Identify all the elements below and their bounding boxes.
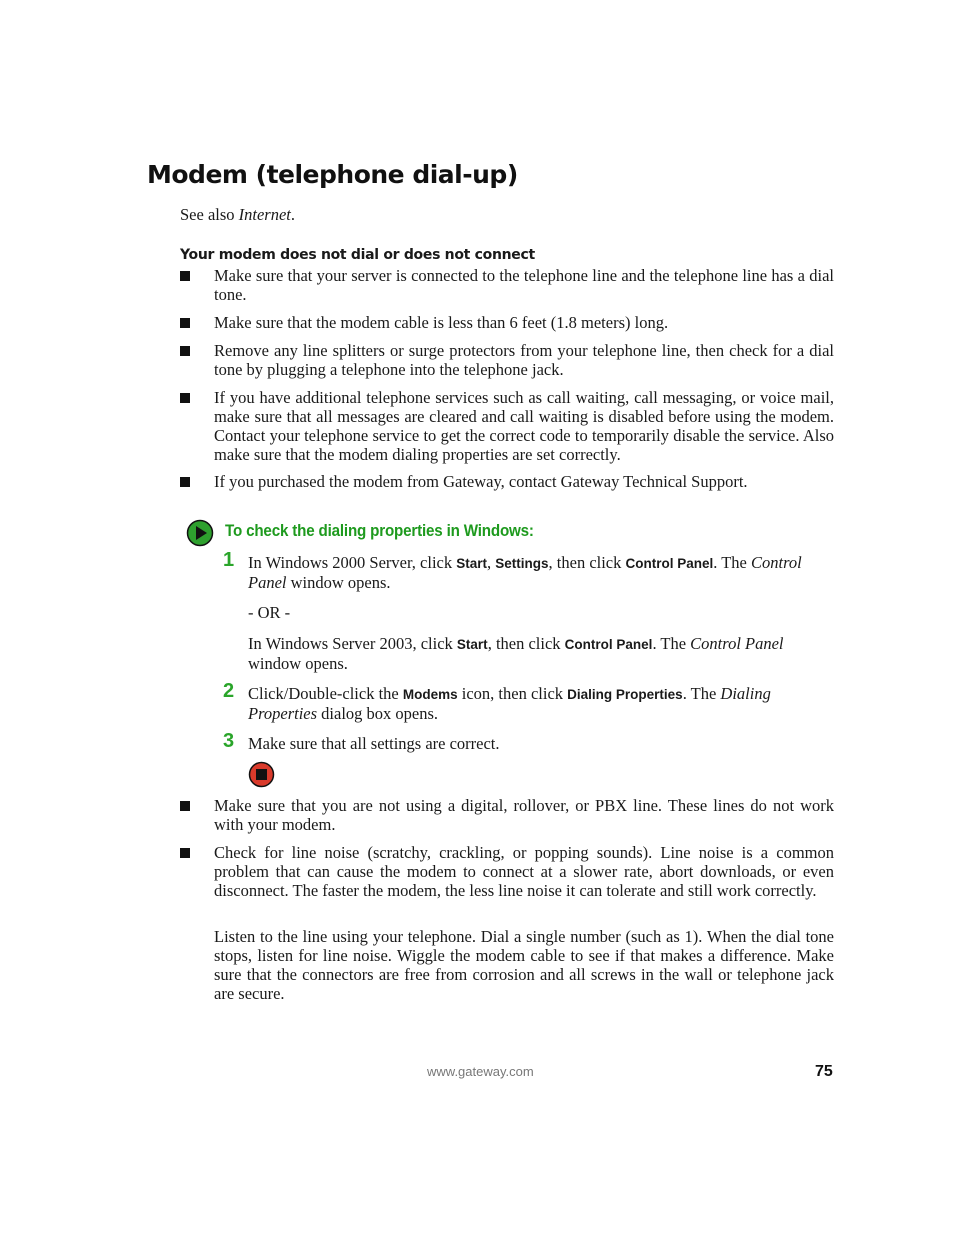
see-also-prefix: See also xyxy=(180,205,239,224)
step-text: , then click xyxy=(487,634,565,653)
step-text: window opens. xyxy=(286,573,391,592)
step-text: dialog box opens. xyxy=(317,704,439,723)
bullet-marker xyxy=(180,801,190,811)
ui-term-modems: Modems xyxy=(402,687,458,702)
step-text: , then click xyxy=(548,553,626,572)
bullet-marker xyxy=(180,318,190,328)
bullet-item: If you purchased the modem from Gateway, contact Gateway Technical Support. xyxy=(214,472,748,491)
see-also xyxy=(180,205,295,224)
or-separator: - OR - xyxy=(248,603,291,622)
step-number: 3 xyxy=(223,730,235,752)
step-text: . The xyxy=(652,634,691,653)
play-icon xyxy=(186,519,214,547)
bullet-item: Make sure that you are not using a digital, rollover, or PBX line. These lines do not work with your modem. xyxy=(214,796,834,834)
ui-term-start: Start xyxy=(456,556,488,571)
step-1-text xyxy=(248,553,834,592)
step-2-text xyxy=(248,684,834,723)
stop-icon xyxy=(248,761,275,788)
bullet-marker xyxy=(180,271,190,281)
step-text: Click/Double-click the xyxy=(248,684,403,703)
ui-term-control-panel: Control Panel xyxy=(625,556,714,571)
line-noise-paragraph: Listen to the line using your telephone. Dial a single number (such as 1). When the dial tone stops, listen for line noise. Wiggle the modem cable to see if that makes a difference. Make sure that the connectors are free from corrosion and all screws in the wall or telephone jack are secure. xyxy=(214,927,834,1003)
step-text: . The xyxy=(682,684,721,703)
page-number: 75 xyxy=(815,1063,833,1080)
bullet-item: Check for line noise (scratchy, crackling, or popping sounds). Line noise is a common problem that can cause the modem to connect at a slower rate, abort downloads, or even disconnect. The faster the modem, the less line noise it can tolerate and still work correctly. xyxy=(214,843,834,900)
step-1-alt-text xyxy=(248,634,834,673)
see-also-link[interactable]: Internet xyxy=(238,205,291,224)
ui-term-control-panel: Control Panel xyxy=(564,637,653,652)
step-text: window opens. xyxy=(248,654,348,673)
bullet-marker xyxy=(180,393,190,403)
step-number: 2 xyxy=(223,680,235,702)
bullet-item: Make sure that your server is connected to the telephone line and the telephone line has a dial tone. xyxy=(214,266,834,304)
bullet-marker xyxy=(180,346,190,356)
step-number: 1 xyxy=(223,549,235,571)
see-also-suffix: . xyxy=(290,205,296,224)
step-text: icon, then click xyxy=(457,684,568,703)
bullet-item: Remove any line splitters or surge protectors from your telephone line, then check for a dial tone by plugging a telephone into the telephone jack. xyxy=(214,341,834,379)
ui-term-dialing-properties: Dialing Properties xyxy=(567,687,683,702)
step-3-text: Make sure that all settings are correct. xyxy=(248,734,500,753)
ui-term-settings: Settings xyxy=(495,556,549,571)
procedure-title: To check the dialing properties in Windows: xyxy=(225,522,534,540)
window-name: Control Panel xyxy=(690,634,784,653)
step-text: , xyxy=(487,553,496,572)
bullet-marker xyxy=(180,848,190,858)
footer-url[interactable]: www.gateway.com xyxy=(427,1064,534,1079)
section-subheading: Your modem does not dial or does not connect xyxy=(180,247,535,263)
ui-term-start: Start xyxy=(456,637,488,652)
bullet-item: Make sure that the modem cable is less than 6 feet (1.8 meters) long. xyxy=(214,313,669,332)
step-text: In Windows Server 2003, click xyxy=(248,634,457,653)
page-title: Modem (telephone dial-up) xyxy=(147,160,518,189)
dialog-name: Dialing Properties xyxy=(248,684,771,723)
bullet-item: If you have additional telephone services such as call waiting, call messaging, or voice mail, make sure that all messages are cleared and call waiting is disabled before using the modem. Contact your telephone service to get the correct code to temporarily disable the service. Also make sure that the modem dialing properties are set correctly. xyxy=(214,388,834,464)
window-name: Control Panel xyxy=(248,553,802,592)
step-text: In Windows 2000 Server, click xyxy=(248,553,457,572)
bullet-marker xyxy=(180,477,190,487)
step-text: . The xyxy=(713,553,752,572)
